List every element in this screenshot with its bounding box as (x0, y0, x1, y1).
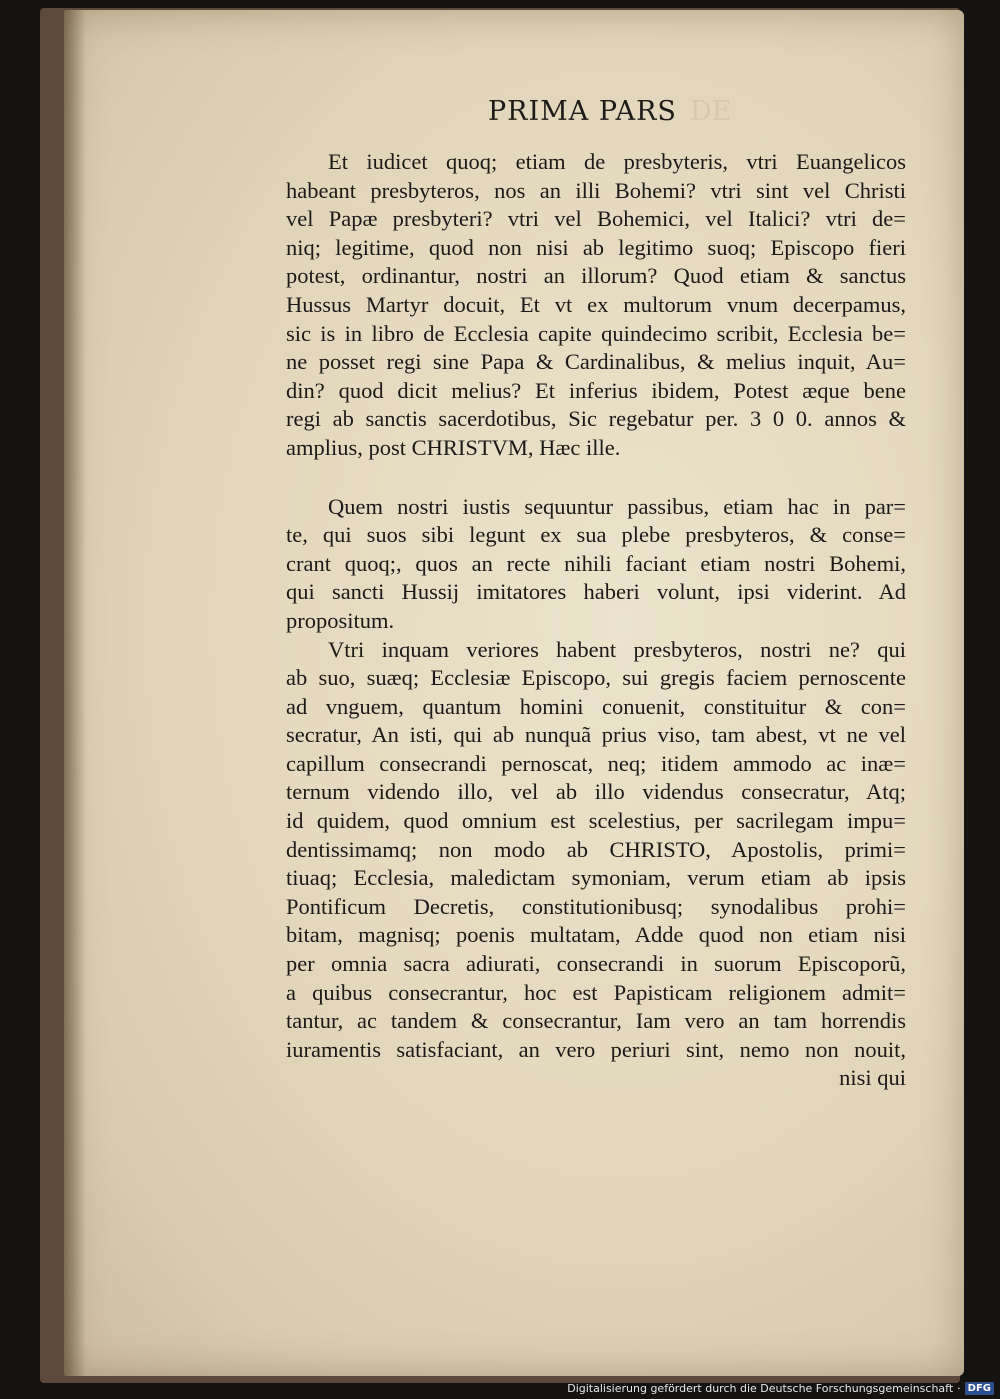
text-line: sic is in libro de Ecclesia capite quindecimo scribit, Ecclesia be= (286, 320, 906, 346)
bleed-through-text: DE (690, 96, 732, 127)
text-line: niq; legitime, quod non nisi ab legitimo suoq; Episcopo fieri (286, 234, 906, 260)
dfg-logo-icon: DFG (965, 1382, 994, 1395)
catchword: nisi qui (839, 1065, 906, 1091)
text-line: te, qui suos sibi legunt ex sua plebe presbyteros, & conse= (286, 522, 906, 548)
text-line: Hussus Martyr docuit, Et vt ex multorum vnum decerpamus, (286, 291, 906, 317)
text-line: iuramentis satisfaciant, an vero periuri sint, nemo non nouit, (286, 1036, 906, 1062)
paragraph-2 (286, 493, 906, 636)
footer-credit: Digitalisierung gefördert durch die Deutsche Forschungsgemeinschaft (567, 1381, 954, 1395)
text-line: qui sancti Hussij imitatores haberi volunt, ipsi viderint. Ad (286, 579, 906, 605)
text-line: secratur, An isti, qui ab nunquã prius viso, tam abest, vt ne vel (286, 722, 906, 748)
paragraph-1 (286, 148, 906, 463)
text-line: ternum videndo illo, vel ab illo videndus consecratur, Atq; (286, 779, 906, 805)
text-line: a quibus consecrantur, hoc est Papisticam religionem admit= (286, 979, 906, 1005)
paragraph-3 (286, 636, 906, 1094)
text-line: capillum consecrandi pernoscat, neq; itidem ammodo ac inæ= (286, 750, 906, 776)
text-line: crant quoq;, quos an recte nihili faciant etiam nostri Bohemi, (286, 550, 906, 576)
footer-separator: · (957, 1381, 961, 1395)
text-line: Vtri inquam veriores habent presbyteros, nostri ne? qui (328, 636, 906, 662)
text-line: ab suo, suæq; Ecclesiæ Episcopo, sui gregis faciem pernoscente (286, 665, 906, 691)
text-line: Quem nostri iustis sequuntur passibus, etiam hac in par= (328, 493, 906, 519)
text-line: per omnia sacra adiurati, consecrandi in suorum Episcoporũ, (286, 951, 906, 977)
text-line: habeant presbyteros, nos an illi Bohemi? vtri sint vel Christi (286, 177, 906, 203)
body-text (286, 148, 906, 1093)
text-line: potest, ordinantur, nostri an illorum? Quod etiam & sanctus (286, 263, 906, 289)
page-gutter-shadow (64, 10, 86, 1376)
text-line: tiuaq; Ecclesia, maledictam symoniam, verum etiam ab ipsis (286, 865, 906, 891)
text-line: dentissimamq; non modo ab CHRISTO, Apostolis, primi= (286, 836, 906, 862)
text-line: vel Papæ presbyteri? vtri vel Bohemici, vel Italici? vtri de= (286, 206, 906, 232)
text-line: bitam, magnisq; poenis multatam, Adde quod non etiam nisi (286, 922, 906, 948)
text-line: id quidem, quod omnium est scelestius, per sacrilegam impu= (286, 808, 906, 834)
digitization-footer (567, 1379, 994, 1397)
text-line: propositum. (286, 607, 395, 633)
text-line: Et iudicet quoq; etiam de presbyteris, vtri Euangelicos (328, 149, 906, 174)
text-line: ne posset regi sine Papa & Cardinalibus, & melius inquit, Au= (286, 349, 906, 375)
text-line: regi ab sanctis sacerdotibus, Sic regebatur per. 3 0 0. annos & (286, 406, 906, 432)
text-line: din? quod dicit melius? Et inferius ibidem, Potest æque bene (286, 377, 906, 403)
text-line: tantur, ac tandem & consecrantur, Iam vero an tam horrendis (286, 1008, 906, 1034)
text-line: ad vnguem, quantum homini conuenit, constituitur & con= (286, 693, 906, 719)
running-head: PRIMA PARS (488, 96, 677, 127)
text-line: Pontificum Decretis, constitutionibusq; synodalibus prohi= (286, 893, 906, 919)
text-line: amplius, post CHRISTVM, Hæc ille. (286, 434, 621, 460)
